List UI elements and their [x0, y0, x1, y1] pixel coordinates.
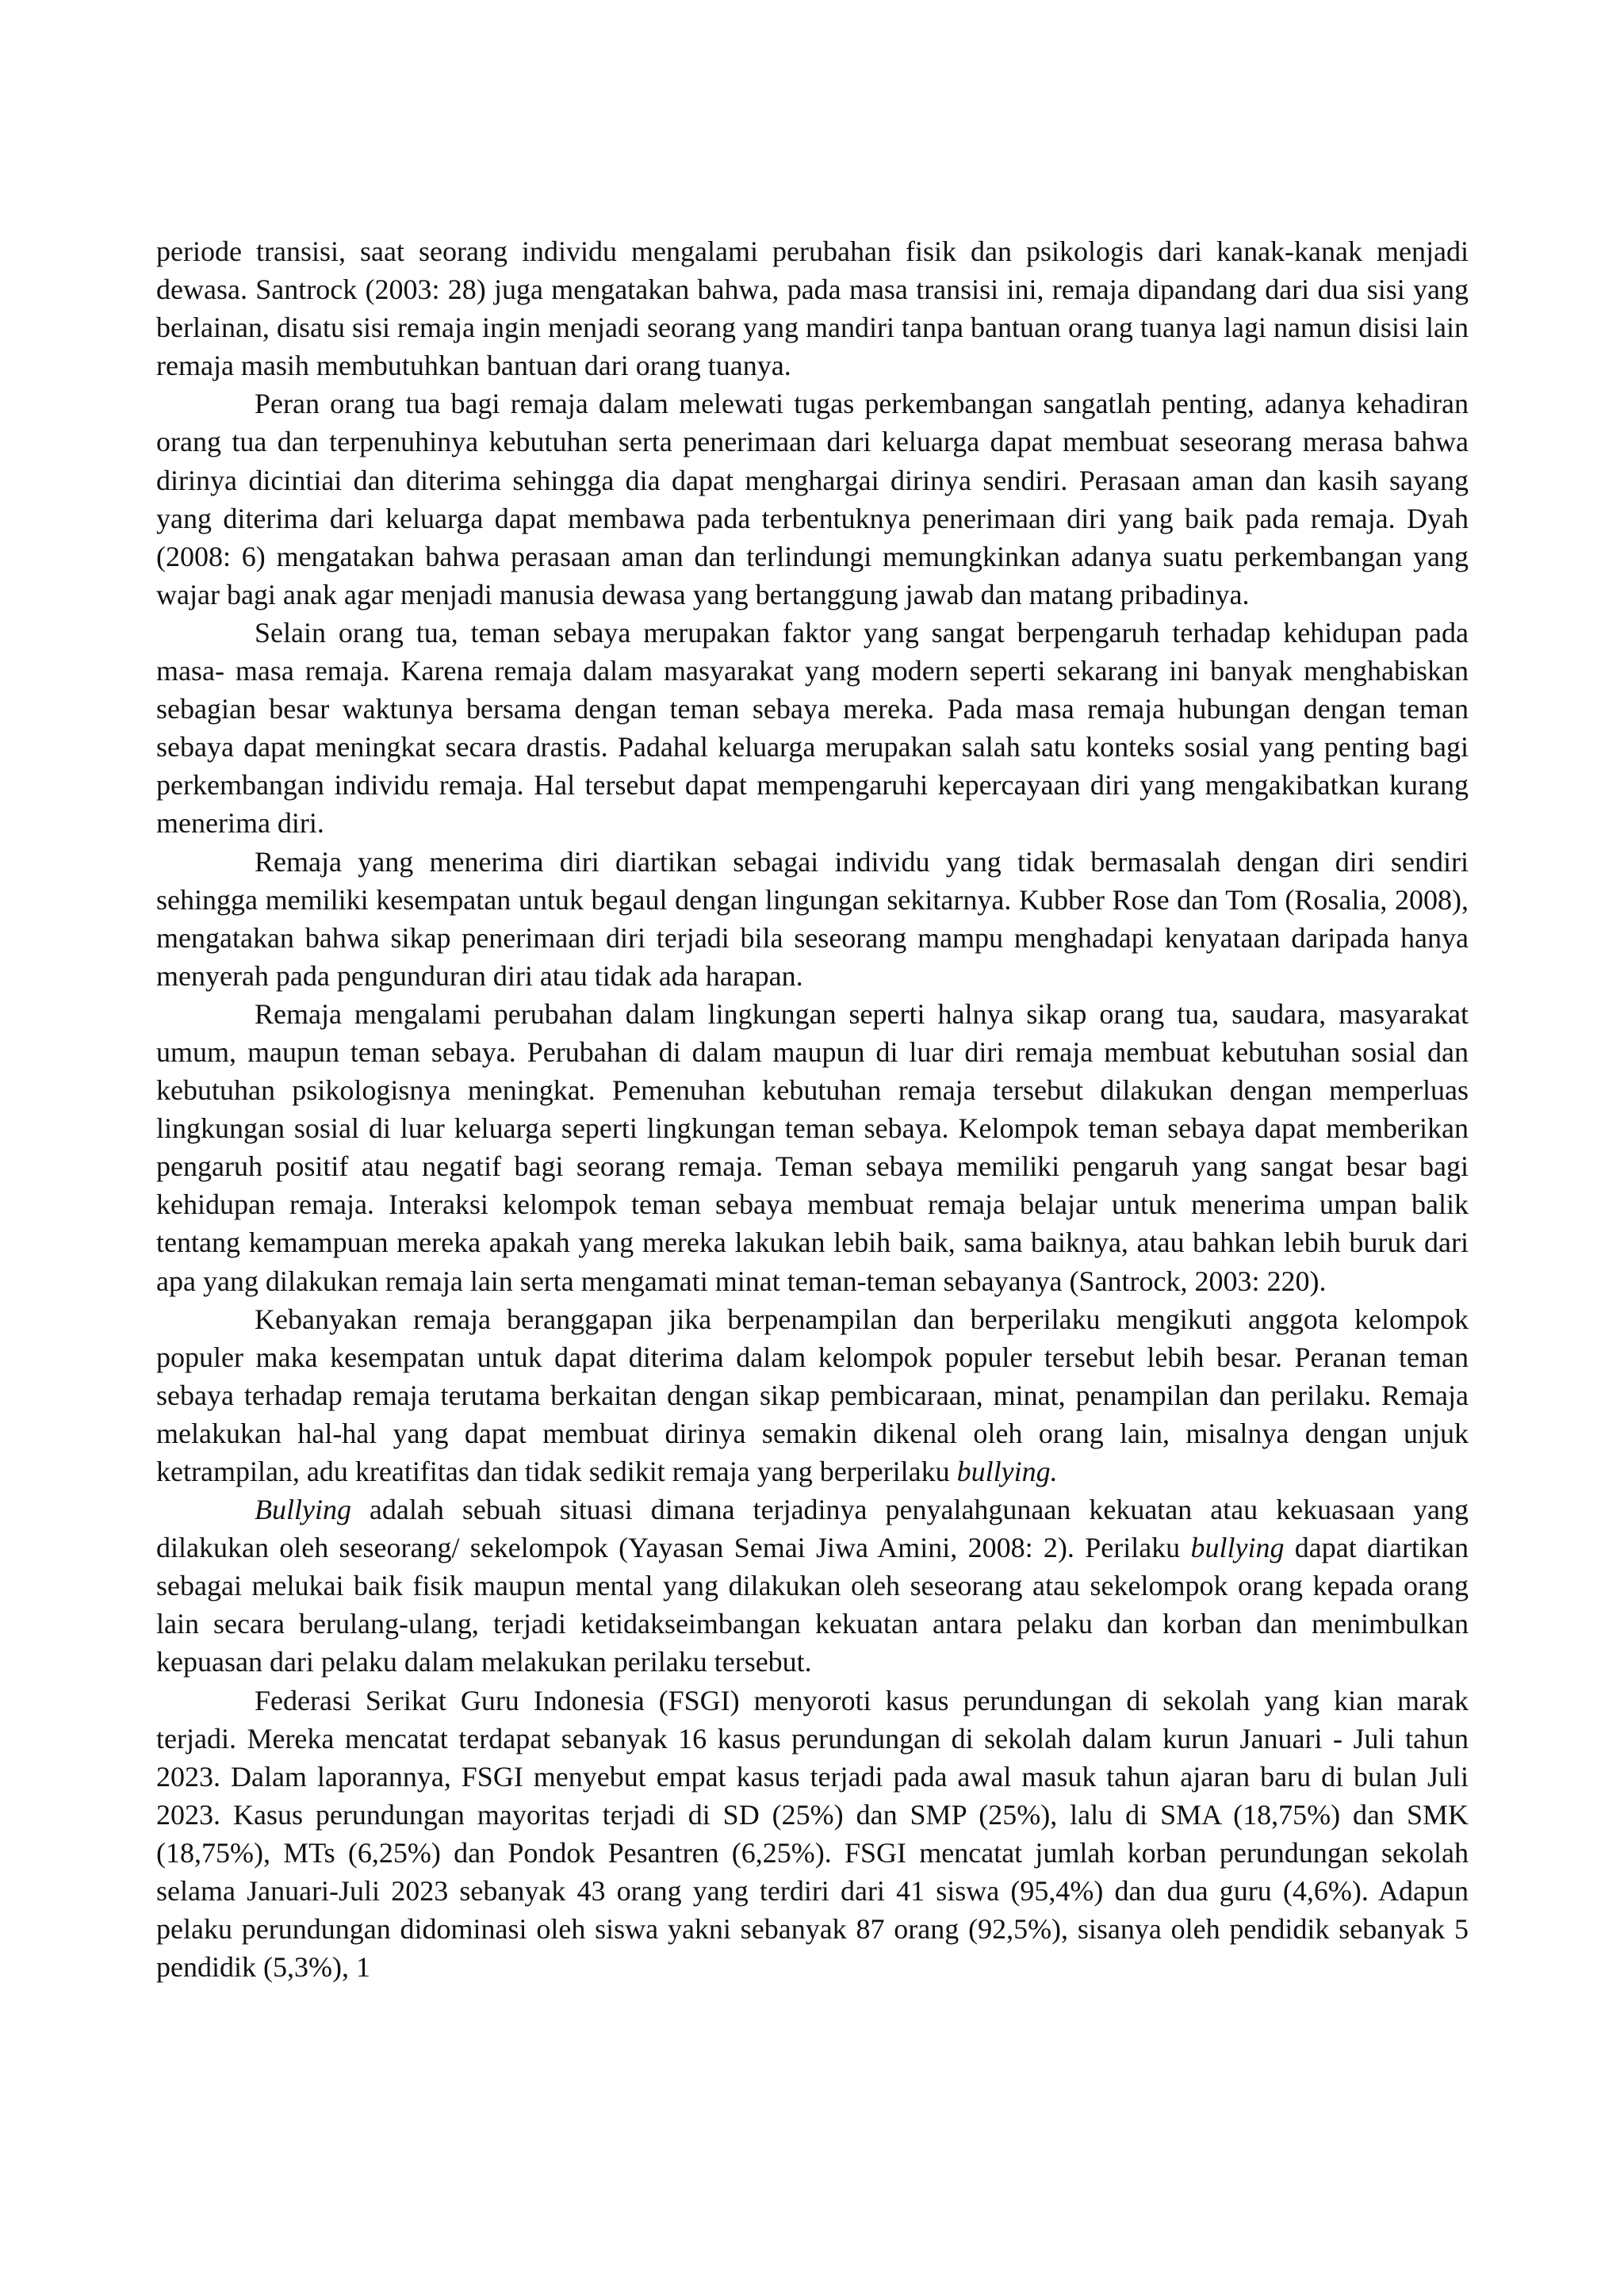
paragraph-definisi-text-1: adalah sebuah situasi dimana terjadinya penyalahgunaan kekuatan atau kekuasaan yang dilakukan oleh seseorang/ sekelompok (Yayasan Semai Jiwa Amini, 2008: 2). Perilaku — [156, 1494, 1469, 1564]
paragraph-transisi: periode transisi, saat seorang individu mengalami perubahan fisik dan psikologis dari kanak-kanak menjadi dewasa. Santrock (2003: 28) juga mengatakan bahwa, pada masa transisi ini, remaja dipandang dari dua sisi yang berlainan, disatu sisi remaja ingin menjadi seorang yang mandiri tanpa bantuan orang tuanya lagi namun disisi lain remaja masih membutuhkan bantuan dari orang tuanya. — [156, 235, 1469, 382]
document-page — [156, 232, 1469, 1986]
bullying-term-mid: bullying — [1190, 1532, 1285, 1564]
bullying-term-start: Bullying — [255, 1494, 351, 1526]
paragraph-penerimaan-diri: Remaja yang menerima diri diartikan sebagai individu yang tidak bermasalah dengan diri sendiri sehingga memiliki kesempatan untuk begaul dengan lingungan sekitarnya. Kubber Rose dan Tom (Rosalia, 2008), mengatakan bahwa sikap penerimaan diri terjadi bila seseorang mampu menghadapi kenyataan daripada hanya menyerah pada pengunduran diri atau tidak ada harapan. — [156, 845, 1469, 992]
bullying-term: bullying. — [956, 1456, 1058, 1487]
paragraph-kelompok-populer-text: Kebanyakan remaja beranggapan jika berpenampilan dan berperilaku mengikuti anggota kelompok populer maka kesempatan untuk dapat diterima dalam kelompok populer tersebut lebih besar. Peranan teman sebaya terhadap remaja terutama berkaitan dengan sikap pembicaraan, minat, penampilan dan perilaku. Remaja melakukan hal-hal yang dapat membuat dirinya semakin dikenal oleh orang lain, misalnya dengan unjuk ketrampilan, adu kreatifitas dan tidak sedikit remaja yang berperilaku — [156, 1303, 1469, 1487]
paragraph-kelompok-populer — [156, 1300, 1469, 1490]
paragraph-peran-orang-tua: Peran orang tua bagi remaja dalam melewati tugas perkembangan sangatlah penting, adanya kehadiran orang tua dan terpenuhinya kebutuhan serta penerimaan dari keluarga dapat membuat seseorang merasa bahwa dirinya dicintiai dan diterima sehingga dia dapat menghargai dirinya sendiri. Perasaan aman dan kasih sayang yang diterima dari keluarga dapat membawa pada terbentuknya penerimaan diri yang baik pada remaja. Dyah (2008: 6) mengatakan bahwa perasaan aman dan terlindungi memungkinkan adanya suatu perkembangan yang wajar bagi anak agar menjadi manusia dewasa yang bertanggung jawab dan matang pribadinya. — [156, 388, 1469, 610]
paragraph-teman-sebaya: Selain orang tua, teman sebaya merupakan faktor yang sangat berpengaruh terhadap kehidupan pada masa- masa remaja. Karena remaja dalam masyarakat yang modern seperti sekarang ini banyak menghabiskan sebagian besar waktunya bersama dengan teman sebaya mereka. Pada masa remaja hubungan dengan teman sebaya dapat meningkat secara drastis. Padahal keluarga merupakan salah satu konteks sosial yang penting bagi perkembangan individu remaja. Hal tersebut dapat mempengaruhi kepercayaan diri yang mengakibatkan kurang menerima diri. — [156, 616, 1469, 840]
paragraph-perubahan-lingkungan: Remaja mengalami perubahan dalam lingkungan seperti halnya sikap orang tua, saudara, masyarakat umum, maupun teman sebaya. Perubahan di dalam maupun di luar diri remaja membuat kebutuhan sosial dan kebutuhan psikologisnya meningkat. Pemenuhan kebutuhan remaja tersebut dilakukan dengan memperluas lingkungan sosial di luar keluarga seperti lingkungan teman sebaya. Kelompok teman sebaya dapat memberikan pengaruh positif atau negatif bagi seorang remaja. Teman sebaya memiliki pengaruh yang sangat besar bagi kehidupan remaja. Interaksi kelompok teman sebaya membuat remaja belajar untuk menerima umpan balik tentang kemampuan mereka apakah yang mereka lakukan lebih baik, sama baiknya, atau bahkan lebih buruk dari apa yang dilakukan remaja lain serta mengamati minat teman-teman sebayanya (Santrock, 2003: 220). — [156, 997, 1469, 1297]
paragraph-definisi-text-2: dapat diartikan sebagai melukai baik fisik maupun mental yang dilakukan oleh seseorang atau sekelompok orang kepada orang lain secara berulang-ulang, terjadi ketidakseimbangan kekuatan antara pelaku dan korban dan menimbulkan kepuasan dari pelaku dalam melakukan perilaku tersebut. — [156, 1532, 1469, 1678]
paragraph-definisi-bullying — [156, 1490, 1469, 1681]
paragraph-fsgi: Federasi Serikat Guru Indonesia (FSGI) menyoroti kasus perundungan di sekolah yang kian marak terjadi. Mereka mencatat terdapat sebanyak 16 kasus perundungan di sekolah dalam kurun Januari - Juli tahun 2023. Dalam laporannya, FSGI menyebut empat kasus terjadi pada awal masuk tahun ajaran baru di bulan Juli 2023. Kasus perundungan mayoritas terjadi di SD (25%) dan SMP (25%), lalu di SMA (18,75%) dan SMK (18,75%), MTs (6,25%) dan Pondok Pesantren (6,25%). FSGI mencatat jumlah korban perundungan sekolah selama Januari-Juli 2023 sebanyak 43 orang yang terdiri dari 41 siswa (95,4%) dan dua guru (4,6%). Adapun pelaku perundungan didominasi oleh siswa yakni sebanyak 87 orang (92,5%), sisanya oleh pendidik sebanyak 5 pendidik (5,3%), 1 — [156, 1684, 1469, 1984]
